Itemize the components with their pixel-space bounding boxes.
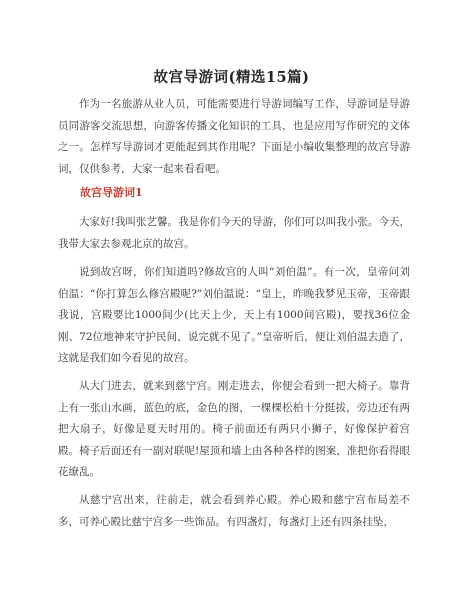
body-paragraph-1: 大家好!我叫张艺馨。我是你们今天的导游，你们可以叫我小张。今天，我带大家去参观北京的故宫。 (58, 216, 410, 250)
body-paragraph-4: 从慈宁宫出来，往前走，就会看到养心殿。养心殿和慈宁宫布局差不多，可养心殿比慈宁宫多一些饰品。有四盏灯，每盏灯上还有四条挂坠， (58, 494, 410, 528)
document-title: 故宫导游词(精选15篇) (153, 69, 310, 86)
body-paragraph-3: 从大门进去，就来到慈宁宫。刚走进去，你便会看到一把大椅子。靠背上有一张山水画，蓝色的底，金色的图，一棵棵松柏十分挺拔，旁边还有两把大扇子，好像是夏天时用的。椅子前面还有两只小狮子，好像保护着宫殿。椅子后面还有一副对联呢!屋顶和墙上由各种各样的图案，准把你看得眼花缭乱。 (58, 380, 410, 478)
intro-paragraph: 作为一名旅游从业人员，可能需要进行导游词编写工作，导游词是导游员同游客交流思想，向游客传播文化知识的工具，也是应用写作研究的文体之一。怎样写导游词才更能起到其作用呢？下面是小编收集整理的故宫导游词，仅供参考，大家一起来看看吧。 (58, 98, 410, 175)
section-heading: 故宫导游词1 (80, 186, 143, 199)
body-paragraph-2: 说到故宫呀，你们知道吗?修故宫的人叫“刘伯温”。有一次，皇帝问刘伯温：“你打算怎么修宫殿呢?”刘伯温说：“皇上，昨晚我梦见玉帝，玉帝跟我说，宫殿要比1000间少(比天上少，天上有1000间宫殿)，要找36位金刚、72位地神来守护民间，说完就不见了。”皇帝听后，便让刘伯温去造了，这就是我们如今看见的故宫。 (58, 266, 410, 364)
